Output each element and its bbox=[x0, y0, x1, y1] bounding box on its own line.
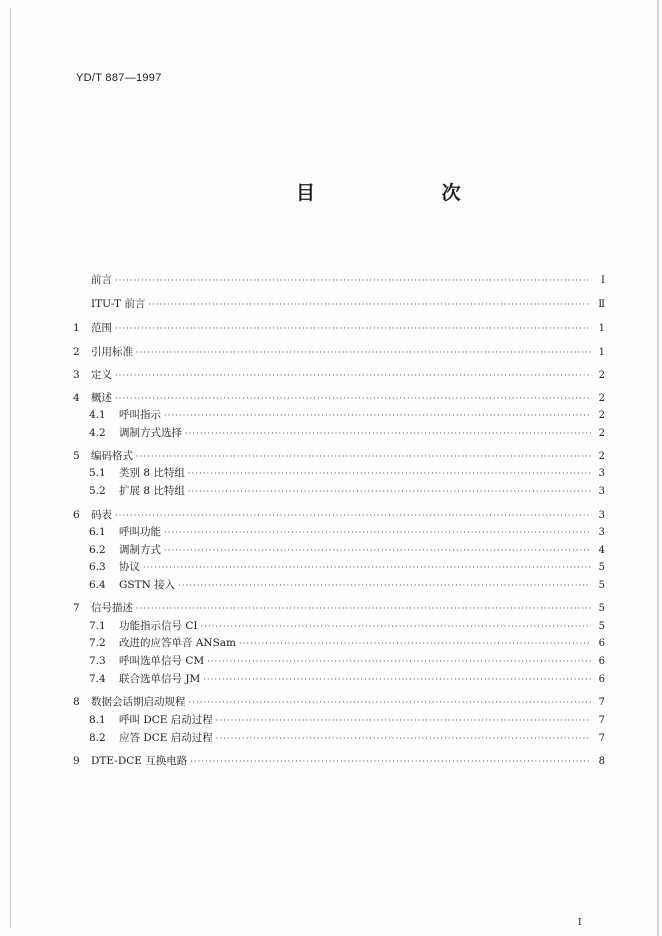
toc-entry-number: 4.1 bbox=[89, 409, 106, 421]
toc-entry-label: 扩展 8 比特组 bbox=[119, 485, 185, 497]
toc-entry-number: 5 bbox=[73, 450, 80, 462]
toc-leader-dots bbox=[115, 321, 591, 337]
toc-subsection-entry[interactable] bbox=[73, 407, 605, 423]
toc-leader-dots bbox=[188, 466, 591, 482]
toc-entry-number: 8.2 bbox=[89, 732, 106, 744]
toc-subsection-entry[interactable] bbox=[73, 730, 605, 746]
toc-entry-label: 码表 bbox=[91, 509, 112, 521]
toc-entry-page: 2 bbox=[598, 370, 605, 381]
toc-leader-dots bbox=[148, 297, 591, 313]
toc-entry-label: 信号描述 bbox=[91, 602, 133, 614]
toc-entry-label: 调制方式选择 bbox=[119, 427, 182, 439]
toc-entry-page: 7 bbox=[598, 697, 605, 708]
toc-entry-number: 7.2 bbox=[89, 637, 106, 649]
toc-entry-page: 1 bbox=[598, 347, 605, 358]
toc-title: 目 次 bbox=[296, 182, 521, 204]
scan-edge-right bbox=[657, 0, 659, 936]
toc-section-entry[interactable] bbox=[73, 600, 605, 616]
toc-leader-dots bbox=[115, 508, 591, 524]
toc-entry-number: 9 bbox=[73, 755, 80, 767]
toc-leader-dots bbox=[178, 578, 591, 594]
toc-subsection-entry[interactable] bbox=[73, 653, 605, 669]
toc-entry-page: 2 bbox=[598, 410, 605, 421]
toc-entry-page: 5 bbox=[598, 562, 605, 573]
toc-entry-page: 7 bbox=[598, 715, 605, 726]
toc-entry-label: 联合选单信号 JM bbox=[119, 673, 201, 685]
toc-entry-label: 功能指示信号 CI bbox=[119, 620, 198, 632]
toc-subsection-entry[interactable] bbox=[73, 559, 605, 575]
toc-entry-number: 7 bbox=[73, 602, 80, 614]
toc-entry-page: 4 bbox=[598, 545, 605, 556]
toc-entry-label: 呼叫指示 bbox=[119, 409, 161, 421]
toc-leader-dots bbox=[216, 713, 591, 729]
toc-subsection-entry[interactable] bbox=[73, 618, 605, 634]
toc-entry-page: 6 bbox=[598, 674, 605, 685]
toc-section-entry[interactable] bbox=[73, 344, 605, 360]
toc-leader-dots bbox=[115, 391, 591, 407]
toc-section-entry[interactable] bbox=[73, 753, 605, 769]
toc-leader-dots bbox=[164, 525, 591, 541]
toc-entry-label: 编码格式 bbox=[91, 450, 133, 462]
toc-entry-page: 6 bbox=[598, 638, 605, 649]
toc-leader-dots bbox=[164, 408, 591, 424]
toc-entry-page: 8 bbox=[598, 756, 605, 767]
toc-entry-label: 引用标准 bbox=[91, 346, 133, 358]
toc-leader-dots bbox=[216, 731, 591, 747]
toc-entry-label: 范围 bbox=[91, 322, 112, 334]
toc-entry-page: 7 bbox=[598, 733, 605, 744]
toc-entry-label: 呼叫功能 bbox=[119, 526, 161, 538]
toc-entry-page: 2 bbox=[598, 393, 605, 404]
toc-subsection-entry[interactable] bbox=[73, 465, 605, 481]
toc-entry-label: 呼叫选单信号 CM bbox=[119, 655, 205, 667]
toc-entry-number: 6.3 bbox=[89, 561, 106, 573]
toc-subsection-entry[interactable] bbox=[73, 425, 605, 441]
toc-leader-dots bbox=[203, 672, 591, 688]
toc-entry-number: 5.2 bbox=[89, 485, 106, 497]
toc-leader-dots bbox=[136, 449, 591, 465]
toc-leader-dots bbox=[143, 560, 591, 576]
toc-entry-number: 6.1 bbox=[89, 526, 106, 538]
toc-subsection-entry[interactable] bbox=[73, 635, 605, 651]
toc-section-entry[interactable] bbox=[73, 296, 605, 312]
toc-entry-number: 6 bbox=[73, 509, 80, 521]
toc-subsection-entry[interactable] bbox=[73, 542, 605, 558]
toc-entry-page: 5 bbox=[598, 603, 605, 614]
toc-entry-number: 8 bbox=[73, 696, 80, 708]
toc-entry-number: 8.1 bbox=[89, 714, 106, 726]
toc-subsection-entry[interactable] bbox=[73, 524, 605, 540]
toc-entry-page: 6 bbox=[598, 656, 605, 667]
toc-section-entry[interactable] bbox=[73, 694, 605, 710]
page-number: I bbox=[578, 918, 582, 928]
toc-subsection-entry[interactable] bbox=[73, 483, 605, 499]
toc-section-entry[interactable] bbox=[73, 448, 605, 464]
toc-entry-label: GSTN 接入 bbox=[119, 579, 176, 591]
toc-entry-page: 3 bbox=[598, 510, 605, 521]
toc-entry-page: 5 bbox=[598, 621, 605, 632]
toc-entry-page: 5 bbox=[598, 580, 605, 591]
toc-leader-dots bbox=[239, 636, 591, 652]
toc-section-entry[interactable] bbox=[73, 390, 605, 406]
toc-leader-dots bbox=[207, 654, 591, 670]
toc-entry-page: Ⅱ bbox=[598, 299, 605, 310]
scan-edge-left bbox=[10, 8, 11, 928]
toc-entry-label: 呼叫 DCE 启动过程 bbox=[119, 714, 213, 726]
toc-entry-label: 数据会话期启动规程 bbox=[91, 696, 186, 708]
toc-leader-dots bbox=[201, 619, 591, 635]
toc-entry-number: 6.4 bbox=[89, 579, 106, 591]
toc-entry-number: 6.2 bbox=[89, 544, 106, 556]
toc-section-entry[interactable] bbox=[73, 272, 605, 288]
toc-leader-dots bbox=[115, 368, 591, 384]
toc-entry-number: 1 bbox=[73, 322, 80, 334]
toc-leader-dots bbox=[136, 601, 591, 617]
toc-entry-number: 4 bbox=[73, 392, 80, 404]
toc-leader-dots bbox=[190, 754, 591, 770]
toc-entry-label: 调制方式 bbox=[119, 544, 161, 556]
toc-subsection-entry[interactable] bbox=[73, 577, 605, 593]
toc-entry-label: 应答 DCE 启动过程 bbox=[119, 732, 213, 744]
toc-entry-number: 5.1 bbox=[89, 467, 106, 479]
toc-entry-page: 3 bbox=[598, 527, 605, 538]
toc-entry-label: 协议 bbox=[119, 561, 140, 573]
toc-leader-dots bbox=[136, 345, 591, 361]
toc-leader-dots bbox=[115, 273, 591, 289]
toc-entry-label: 改进的应答单音 ANSam bbox=[119, 637, 237, 649]
toc-entry-page: 1 bbox=[598, 323, 605, 334]
toc-subsection-entry[interactable] bbox=[73, 671, 605, 687]
toc-leader-dots bbox=[164, 543, 591, 559]
toc-entry-page: 2 bbox=[598, 451, 605, 462]
toc-entry-page: 3 bbox=[598, 486, 605, 497]
toc-leader-dots bbox=[189, 695, 592, 711]
toc-subsection-entry[interactable] bbox=[73, 712, 605, 728]
toc-entry-label: ITU-T 前言 bbox=[91, 298, 146, 310]
toc-entry-label: 类别 8 比特组 bbox=[119, 467, 185, 479]
toc-entry-page: 3 bbox=[598, 468, 605, 479]
document-code: YD/T 887—1997 bbox=[76, 72, 162, 84]
toc-entry-number: 2 bbox=[73, 346, 80, 358]
toc-entry-number: 7.1 bbox=[89, 620, 106, 632]
toc-entry-number: 4.2 bbox=[89, 427, 106, 439]
toc-leader-dots bbox=[185, 426, 591, 442]
toc-entry-label: 概述 bbox=[91, 392, 112, 404]
toc-leader-dots bbox=[188, 484, 591, 500]
toc-entry-number: 7.4 bbox=[89, 673, 106, 685]
toc-entry-number: 7.3 bbox=[89, 655, 106, 667]
toc-entry-page: Ⅰ bbox=[601, 275, 605, 286]
toc-section-entry[interactable] bbox=[73, 367, 605, 383]
toc-entry-label: DTE-DCE 互换电路 bbox=[91, 755, 188, 767]
toc-entry-label: 前言 bbox=[91, 274, 112, 286]
toc-entry-page: 2 bbox=[598, 428, 605, 439]
toc-section-entry[interactable] bbox=[73, 320, 605, 336]
toc-entry-label: 定义 bbox=[91, 369, 112, 381]
toc-entry-number: 3 bbox=[73, 369, 80, 381]
toc-section-entry[interactable] bbox=[73, 507, 605, 523]
